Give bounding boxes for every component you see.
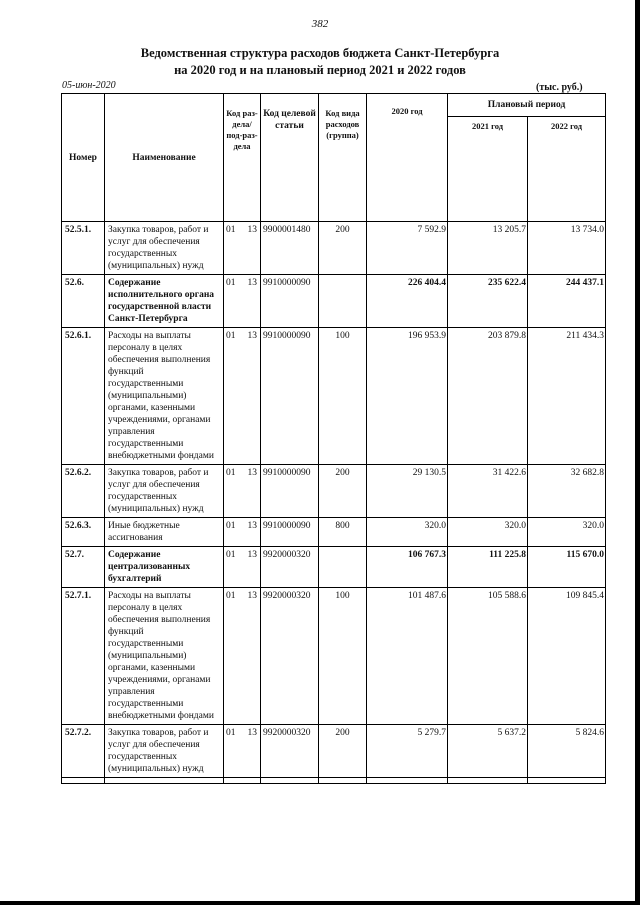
row-amount-2022: 32 682.8 bbox=[528, 465, 606, 518]
row-section: 01 bbox=[224, 222, 237, 275]
row-expense-type bbox=[319, 547, 367, 588]
row-section: 01 bbox=[224, 588, 237, 725]
row-expense-type: 800 bbox=[319, 518, 367, 547]
row-amount-2020: 29 130.5 bbox=[367, 465, 448, 518]
row-subsection: 13 bbox=[237, 328, 261, 465]
row-number: 52.5.1. bbox=[62, 222, 105, 275]
row-section: 01 bbox=[224, 725, 237, 778]
row-subsection: 13 bbox=[237, 465, 261, 518]
row-number: 52.6.1. bbox=[62, 328, 105, 465]
table-row bbox=[62, 547, 606, 588]
spacer-cell bbox=[62, 778, 105, 784]
row-target-code: 9910000090 bbox=[261, 328, 319, 465]
row-name: Содержание исполнительного органа государственной власти Санкт-Петербурга bbox=[105, 275, 224, 328]
row-name: Расходы на выплаты персоналу в целях обеспечения выполнения функций государственными (муниципальными) органами, казенными учреждениями, органами управления государственными внебюджетными фондами bbox=[105, 328, 224, 465]
row-name: Расходы на выплаты персоналу в целях обеспечения выполнения функций государственными (муниципальными) органами, казенными учреждениями, органами управления государственными внебюджетными фондами bbox=[105, 588, 224, 725]
row-number: 52.6. bbox=[62, 275, 105, 328]
spacer-cell bbox=[261, 778, 319, 784]
header-2021: 2021 год bbox=[448, 117, 528, 222]
row-subsection: 13 bbox=[237, 275, 261, 328]
header-2022: 2022 год bbox=[528, 117, 606, 222]
table-row bbox=[62, 328, 606, 465]
row-amount-2021: 105 588.6 bbox=[448, 588, 528, 725]
table-row bbox=[62, 222, 606, 275]
header-name: Наименование bbox=[105, 94, 224, 222]
row-section: 01 bbox=[224, 518, 237, 547]
row-number: 52.6.3. bbox=[62, 518, 105, 547]
row-expense-type bbox=[319, 275, 367, 328]
header-expense-type-code: Код вида расходов (группа) bbox=[319, 94, 367, 222]
header-number: Номер bbox=[62, 94, 105, 222]
row-section: 01 bbox=[224, 328, 237, 465]
row-name: Закупка товаров, работ и услуг для обеспечения государственных (муниципальных) нужд bbox=[105, 725, 224, 778]
table-bottom-spacer bbox=[62, 778, 606, 784]
table-row bbox=[62, 725, 606, 778]
row-amount-2021: 13 205.7 bbox=[448, 222, 528, 275]
row-subsection: 13 bbox=[237, 725, 261, 778]
row-amount-2020: 226 404.4 bbox=[367, 275, 448, 328]
row-amount-2022: 13 734.0 bbox=[528, 222, 606, 275]
header-target-code: Код целевой статьи bbox=[261, 94, 319, 222]
row-amount-2021: 111 225.8 bbox=[448, 547, 528, 588]
row-amount-2021: 5 637.2 bbox=[448, 725, 528, 778]
row-expense-type: 200 bbox=[319, 725, 367, 778]
row-amount-2022: 320.0 bbox=[528, 518, 606, 547]
table-row bbox=[62, 465, 606, 518]
row-expense-type: 200 bbox=[319, 222, 367, 275]
row-amount-2022: 211 434.3 bbox=[528, 328, 606, 465]
row-subsection: 13 bbox=[237, 547, 261, 588]
row-amount-2021: 31 422.6 bbox=[448, 465, 528, 518]
row-section: 01 bbox=[224, 547, 237, 588]
row-target-code: 9910000090 bbox=[261, 275, 319, 328]
page-number: 382 bbox=[311, 18, 329, 30]
row-amount-2022: 244 437.1 bbox=[528, 275, 606, 328]
row-target-code: 9920000320 bbox=[261, 547, 319, 588]
row-expense-type: 200 bbox=[319, 465, 367, 518]
row-amount-2021: 235 622.4 bbox=[448, 275, 528, 328]
row-section: 01 bbox=[224, 465, 237, 518]
spacer-cell bbox=[367, 778, 448, 784]
row-amount-2020: 106 767.3 bbox=[367, 547, 448, 588]
row-target-code: 9910000090 bbox=[261, 465, 319, 518]
row-amount-2022: 115 670.0 bbox=[528, 547, 606, 588]
spacer-cell bbox=[319, 778, 367, 784]
table-row bbox=[62, 518, 606, 547]
header-section-code: Код раз-дела/ под-раз-дела bbox=[224, 94, 261, 222]
row-amount-2022: 109 845.4 bbox=[528, 588, 606, 725]
spacer-cell bbox=[237, 778, 261, 784]
document-title-line2: на 2020 год и на плановый период 2021 и 2022 годов bbox=[174, 63, 466, 77]
row-expense-type: 100 bbox=[319, 588, 367, 725]
row-amount-2020: 5 279.7 bbox=[367, 725, 448, 778]
scan-edge-bottom bbox=[0, 901, 640, 905]
row-section: 01 bbox=[224, 275, 237, 328]
row-amount-2020: 7 592.9 bbox=[367, 222, 448, 275]
spacer-cell bbox=[528, 778, 606, 784]
spacer-cell bbox=[448, 778, 528, 784]
document-title-line1: Ведомственная структура расходов бюджета Санкт-Петербурга bbox=[140, 46, 500, 60]
row-number: 52.7. bbox=[62, 547, 105, 588]
header-2020: 2020 год bbox=[367, 94, 448, 222]
row-target-code: 9920000320 bbox=[261, 725, 319, 778]
row-number: 52.7.2. bbox=[62, 725, 105, 778]
document-date: 05-июн-2020 bbox=[62, 80, 116, 91]
row-subsection: 13 bbox=[237, 518, 261, 547]
row-target-code: 9910000090 bbox=[261, 518, 319, 547]
scan-edge-right bbox=[635, 0, 640, 905]
row-amount-2020: 320.0 bbox=[367, 518, 448, 547]
row-number: 52.7.1. bbox=[62, 588, 105, 725]
table-row bbox=[62, 275, 606, 328]
row-amount-2021: 320.0 bbox=[448, 518, 528, 547]
header-planned-period: Плановый период bbox=[448, 94, 606, 117]
row-amount-2021: 203 879.8 bbox=[448, 328, 528, 465]
spacer-cell bbox=[224, 778, 237, 784]
row-subsection: 13 bbox=[237, 222, 261, 275]
row-expense-type: 100 bbox=[319, 328, 367, 465]
row-name: Закупка товаров, работ и услуг для обеспечения государственных (муниципальных) нужд bbox=[105, 465, 224, 518]
row-subsection: 13 bbox=[237, 588, 261, 725]
units-label: (тыс. руб.) bbox=[536, 82, 583, 93]
row-target-code: 9900001480 bbox=[261, 222, 319, 275]
table-row bbox=[62, 588, 606, 725]
row-name: Закупка товаров, работ и услуг для обеспечения государственных (муниципальных) нужд bbox=[105, 222, 224, 275]
row-target-code: 9920000320 bbox=[261, 588, 319, 725]
row-amount-2020: 101 487.6 bbox=[367, 588, 448, 725]
row-amount-2020: 196 953.9 bbox=[367, 328, 448, 465]
row-name: Иные бюджетные ассигнования bbox=[105, 518, 224, 547]
row-name: Содержание централизованных бухгалтерий bbox=[105, 547, 224, 588]
spacer-cell bbox=[105, 778, 224, 784]
row-number: 52.6.2. bbox=[62, 465, 105, 518]
budget-table bbox=[61, 93, 606, 784]
row-amount-2022: 5 824.6 bbox=[528, 725, 606, 778]
